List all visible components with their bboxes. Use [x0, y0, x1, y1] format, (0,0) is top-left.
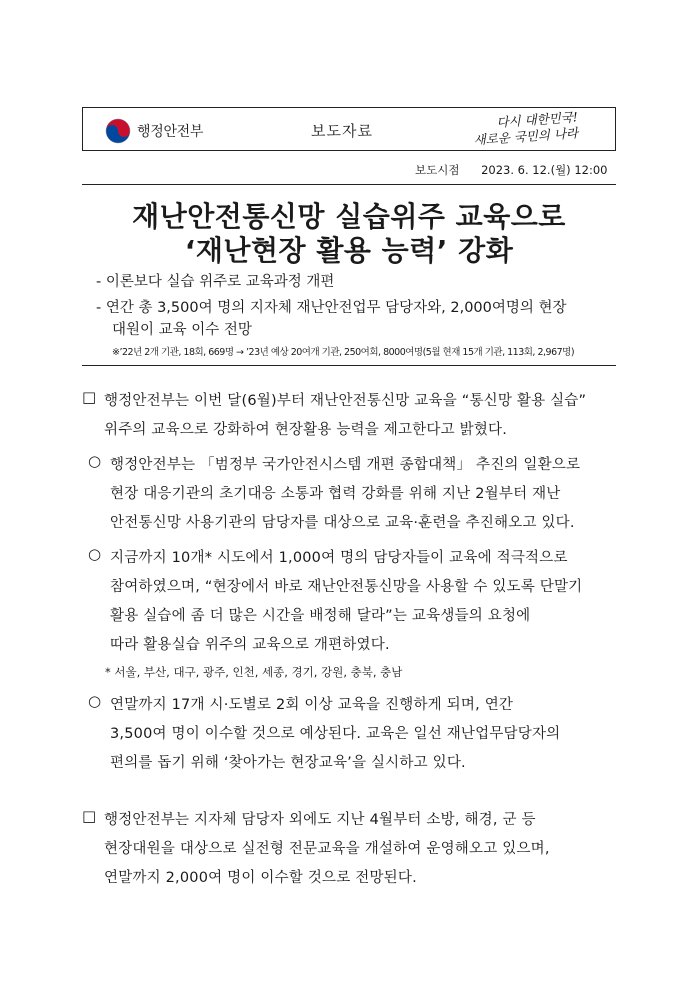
p2-line-1: 행정안전부는 지자체 담당자 외에도 지난 4월부터 소방, 해경, 군 등 — [104, 812, 536, 828]
release-datetime: 2023. 6. 12.(월) 12:00 — [481, 163, 608, 177]
headline-line-1: 재난안전통신망 실습위주 교육으로 — [132, 200, 566, 233]
release-time — [415, 162, 607, 178]
subtitle-line-2-cont: 대원이 교육 이수 전망 — [112, 322, 252, 338]
ministry-logo — [105, 118, 203, 144]
c3-line-1: 연말까지 17개 시·도별로 2회 이상 교육을 진행하게 되며, 연간 — [110, 697, 514, 713]
c1-line-1: 행정안전부는 「범정부 국가안전시스템 개편 종합대책」 추진의 일환으로 — [110, 457, 581, 473]
p1-line-1: 행정안전부는 이번 달(6월)부터 재난안전통신망 교육을 “통신망 활용 실습” — [104, 393, 587, 409]
slogan-line-1: 다시 대한민국! — [495, 109, 579, 130]
subtitle-note: ※’22년 2개 기관, 18회, 669명 → ’23년 예상 20여개 기관, 250여회, 8000여명(5월 현재 15개 기관, 113회, 2,967명) — [112, 347, 575, 358]
c2-footnote: * 서울, 부산, 대구, 광주, 인천, 세종, 경기, 강원, 충북, 충남 — [105, 665, 403, 679]
p2-line-2: 현장대원을 대상으로 실전형 전문교육을 개설하여 운영해오고 있으며, — [104, 841, 550, 857]
square-bullet: □ — [82, 388, 97, 406]
circle-bullet: ○ — [88, 452, 102, 470]
c2-line-2: 참여하였으며, “현장에서 바로 재난안전통신망을 사용할 수 있도록 단말기 — [110, 579, 583, 595]
slogan — [472, 108, 604, 149]
release-label: 보도시점 — [415, 163, 460, 177]
c2-line-1: 지금까지 10개* 시도에서 1,000여 명의 담당자들이 교육에 적극적으로 — [110, 550, 568, 566]
slogan-line-2: 새로운 국민의 나라 — [473, 125, 579, 148]
subtitle-line-2: - 연간 총 3,500여 명의 지자체 재난안전업무 담당자와, 2,000여명의 현장 — [96, 300, 567, 316]
taegeuk-logo-icon — [105, 118, 131, 144]
press-release-label: 보도자료 — [311, 122, 373, 140]
org-name: 행정안전부 — [137, 124, 204, 140]
circle-bullet: ○ — [88, 545, 102, 563]
c1-line-2: 현장 대응기관의 초기대응 소통과 협력 강화를 위해 지난 2월부터 재난 — [110, 486, 561, 502]
c2-line-3: 활용 실습에 좀 더 많은 시간을 배정해 달라”는 교육생들의 요청에 — [110, 608, 531, 624]
p1-line-2: 위주의 교육으로 강화하여 현장활용 능력을 제고한다고 밝혔다. — [104, 422, 508, 438]
square-bullet: □ — [82, 807, 97, 825]
p2-line-3: 연말까지 2,000여 명이 이수할 것으로 전망된다. — [104, 870, 417, 886]
header-box — [82, 107, 616, 151]
c1-line-3: 안전통신망 사용기관의 담당자를 대상으로 교육·훈련을 추진해오고 있다. — [110, 515, 575, 531]
circle-bullet: ○ — [88, 692, 102, 710]
c3-line-3: 편의를 돕기 위해 ‘찾아가는 현장교육’을 실시하고 있다. — [110, 755, 466, 771]
title-box — [82, 184, 616, 366]
headline-line-2: ‘재난현장 활용 능력’ 강화 — [184, 234, 514, 267]
subtitle-line-1: - 이론보다 실습 위주로 교육과정 개편 — [96, 274, 335, 290]
c3-line-2: 3,500여 명이 이수할 것으로 예상된다. 교육은 일선 재난업무담당자의 — [110, 726, 561, 742]
c2-line-4: 따라 활용실습 위주의 교육으로 개편하였다. — [110, 637, 390, 653]
